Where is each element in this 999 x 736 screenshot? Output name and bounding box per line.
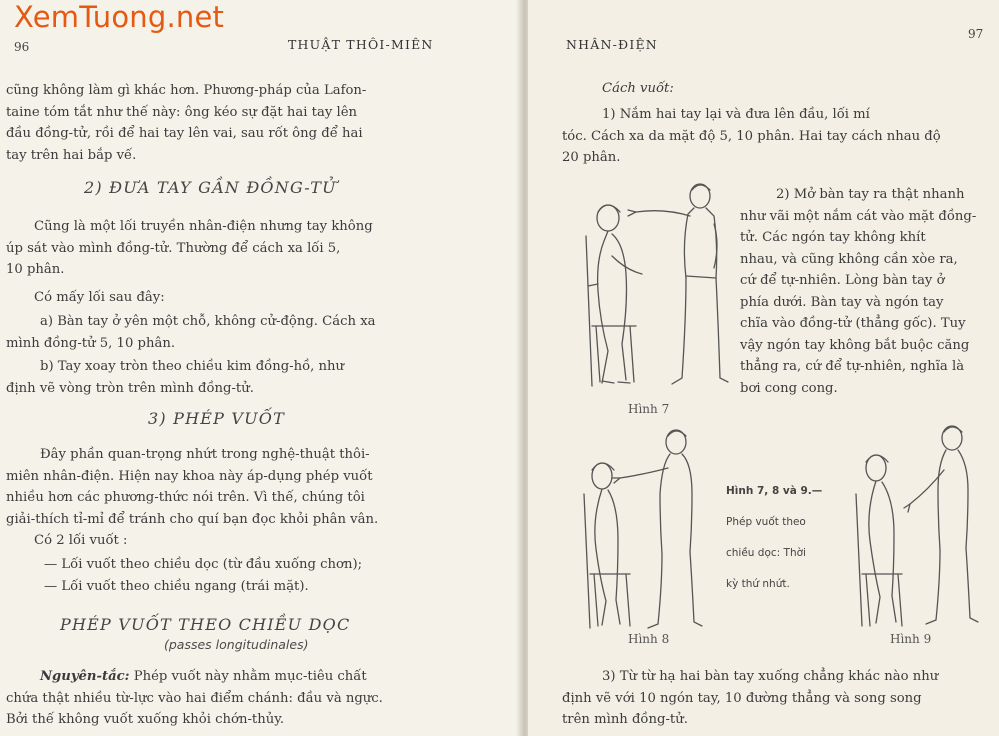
text-line: taine tóm tắt như thế này: ông kéo sự đặt hai tay lên [6, 104, 357, 120]
text-span: Phép vuốt này nhằm mục-tiêu chất [129, 669, 367, 684]
text-line: định vẽ với 10 ngón tay, 10 đường thẳng và song song [562, 690, 922, 706]
intro-paragraph [6, 80, 431, 166]
figure-7-illustration [572, 176, 742, 398]
text-line: 3) Từ từ hạ hai bàn tay xuống chẳng khác nào như [602, 669, 939, 684]
step-3-paragraph [562, 666, 986, 731]
left-running-head: THUẬT THÔI-MIÊN [288, 37, 434, 52]
method-label [602, 78, 674, 100]
text-line: cứ để tự-nhiên. Lòng bàn tay ở [740, 273, 945, 288]
section-4-title: PHÉP VUỐT THEO CHIỀU DỌC [60, 615, 351, 634]
way-b-paragraph [6, 356, 436, 399]
text-line: giải-thích tỉ-mỉ để tránh cho quí bạn đọc khỏi phân vân. [6, 511, 379, 527]
text-line: miên nhân-điện. Hiện nay khoa này áp-dụng phép vuốt [6, 468, 373, 484]
figure-8-illustration [572, 424, 712, 632]
two-ways-intro [34, 530, 127, 552]
text-line: định vẽ vòng tròn trên mình đồng-tử. [6, 380, 254, 396]
watermark-logo[interactable]: XemTuong.net [14, 0, 225, 34]
text-line [726, 476, 822, 507]
list-item: — Lối vuốt theo chiều dọc (từ đầu xuống chơn); [44, 557, 363, 572]
two-ways-list [44, 554, 362, 597]
text-line: chứa thật nhiều từ-lực vào hai điểm chánh: đầu và ngực. [6, 690, 383, 706]
section-3-paragraph [6, 444, 436, 530]
text-line: 20 phân. [562, 150, 621, 165]
text-line: Cách vuốt: [602, 81, 674, 96]
text-line: a) Bàn tay ở yên một chỗ, không cử-động. Cách xa [40, 314, 376, 329]
text-line: Có 2 lối vuốt : [34, 533, 128, 548]
text-line: Đây phần quan-trọng nhứt trong nghệ-thuật thôi- [40, 447, 370, 462]
text-line: kỳ thứ nhứt. [726, 578, 790, 590]
step-1-paragraph [562, 104, 986, 169]
text-line: 2) Mở bàn tay ra thật nhanh [776, 187, 965, 202]
principle-paragraph [6, 666, 438, 731]
section-2-paragraph [6, 216, 436, 281]
text-line: Phép vuốt theo [726, 516, 806, 528]
right-page [528, 0, 999, 736]
text-line: nhiều hơn các phương-thức nói trên. Vì thế, chúng tôi [6, 490, 365, 505]
figure-9-illustration [834, 424, 984, 632]
text-line: tóc. Cách xa da mặt độ 5, 10 phân. Hai tay cách nhau độ [562, 128, 941, 144]
text-line: vậy ngón tay không bắt buộc căng [740, 337, 970, 353]
step-2-paragraph [740, 184, 990, 399]
figure-8-caption: Hình 8 [628, 632, 670, 646]
text-line: tử. Các ngón tay không khít [740, 230, 926, 245]
text-line: mình đồng-tử 5, 10 phân. [6, 335, 176, 351]
way-a-paragraph [6, 311, 436, 354]
text-line: tay trên hai bắp vế. [6, 147, 137, 163]
section-2-title: 2) ĐƯA TAY GẦN ĐỒNG-TỬ [84, 178, 337, 197]
text-line: phía dưới. Bàn tay và ngón tay [740, 294, 944, 310]
text-line: b) Tay xoay tròn theo chiều kim đồng-hồ, như [40, 359, 345, 374]
text-line: úp sát vào mình đồng-tử. Thường để cách xa lối 5, [6, 240, 341, 256]
figures-note [726, 476, 822, 600]
text-line: bơi cong cong. [740, 380, 838, 396]
text-line: 10 phân. [6, 262, 65, 277]
text-line: chiều dọc: Thời [726, 547, 806, 559]
right-running-head: NHÂN-ĐIỆN [566, 37, 658, 52]
text-line: cũng không làm gì khác hơn. Phương-pháp của Lafon- [6, 83, 367, 98]
text-line: đầu đồng-tử, rồi để hai tay lên vai, sau rốt ông để hai [6, 126, 363, 141]
figure-9-caption: Hình 9 [890, 632, 932, 646]
text-line: Có mấy lối sau đây: [34, 290, 165, 305]
figure-7-caption: Hình 7 [628, 402, 670, 416]
text-line: như vãi một nắm cát vào mặt đồng- [740, 208, 977, 224]
figures-note-label: Hình 7, 8 và 9.— [726, 485, 823, 497]
text-line: nhau, và cũng không cần xòe ra, [740, 251, 958, 267]
list-item: — Lối vuốt theo chiều ngang (trái mặt). [44, 578, 309, 594]
left-page-number: 96 [14, 40, 30, 54]
text-line: Cũng là một lối truyền nhân-điện nhưng tay không [34, 219, 373, 234]
text-line: 1) Nắm hai tay lại và đưa lên đầu, lối mí [602, 107, 870, 122]
right-page-number: 97 [968, 27, 984, 41]
text-line: chĩa vào đồng-tử (thẳng gốc). Tuy [740, 316, 966, 331]
text-line [6, 666, 438, 688]
ways-intro [34, 287, 165, 309]
text-line: thẳng ra, cứ để tự-nhiên, nghĩa là [740, 359, 965, 374]
section-4-subtitle: (passes longitudinales) [164, 637, 309, 652]
text-line: Bởi thế không vuốt xuống khỏi chớn-thủy. [6, 712, 285, 727]
section-3-title: 3) PHÉP VUỐT [148, 409, 285, 428]
principle-label: Nguyên-tắc: [40, 669, 130, 684]
text-line: trên mình đồng-tử. [562, 712, 688, 727]
